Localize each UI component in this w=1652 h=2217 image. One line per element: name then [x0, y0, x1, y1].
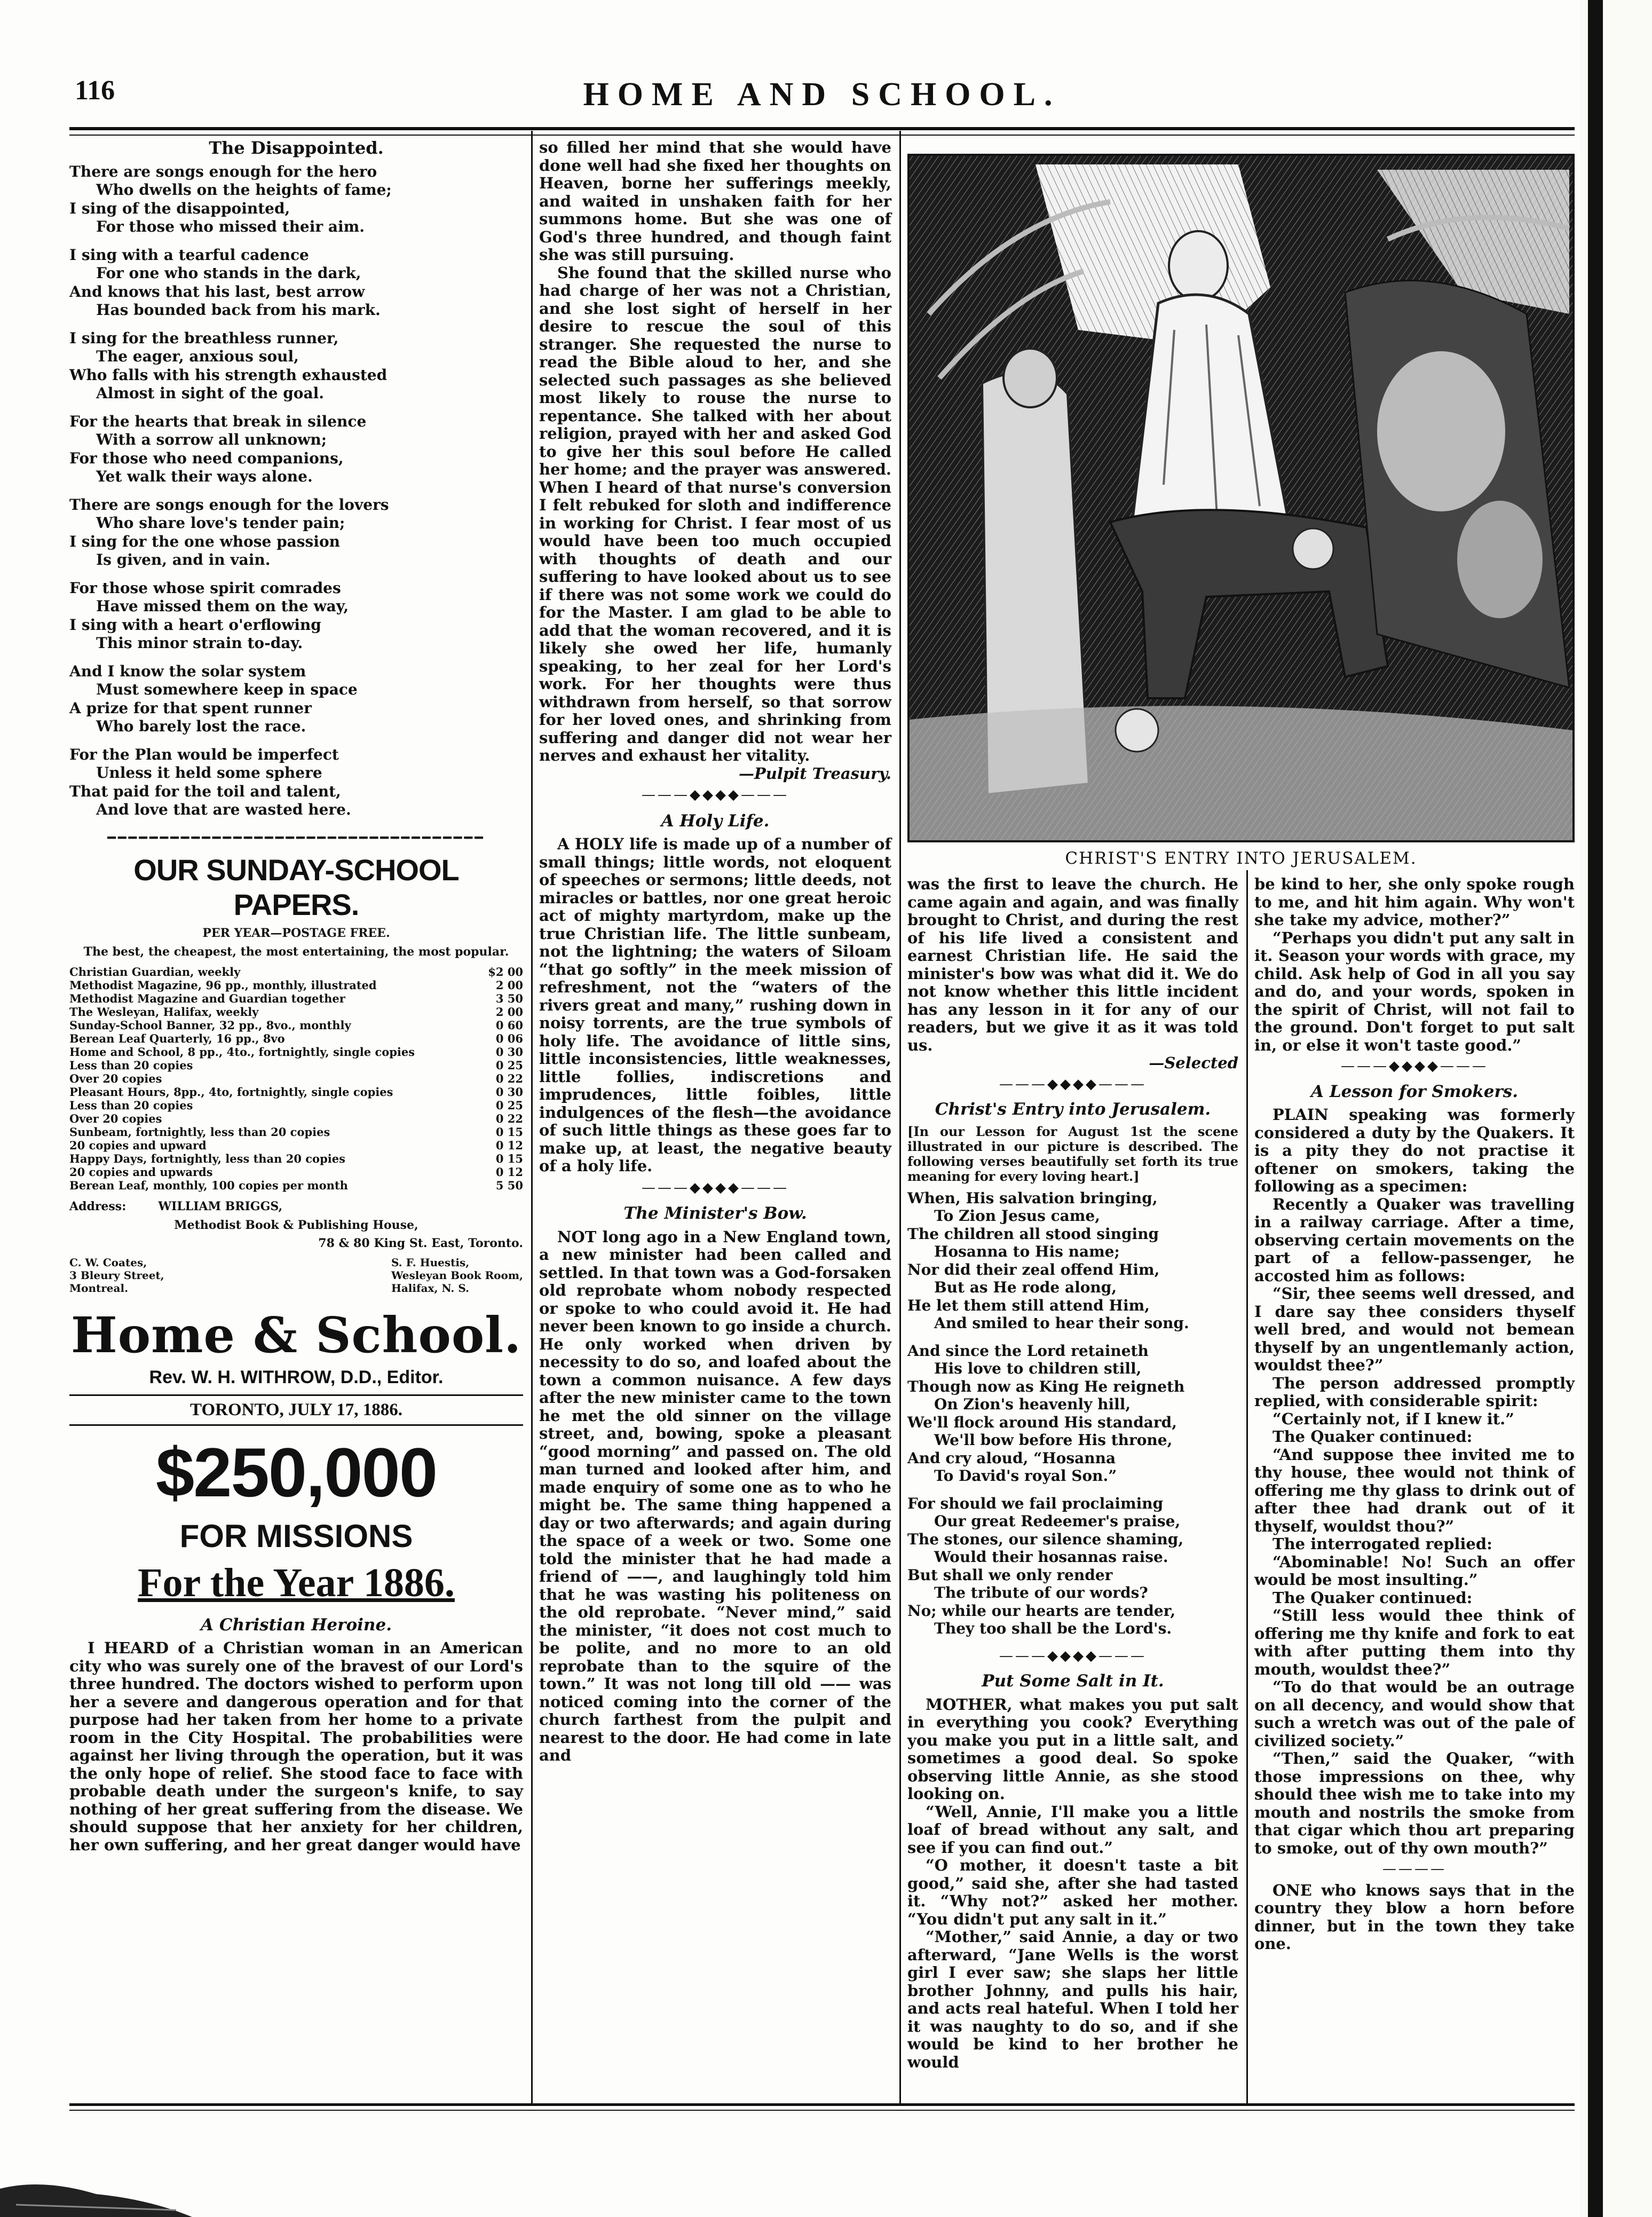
- heroine-text: I HEARD of a Christian woman in an American city who was surely one of the bravest of our Lord's three hundred. The doctors wished to perform upon her a severe and dangerous operation and for that purpose had her taken from her home to a private room in the City Hospital. The probabilities were against her living through the operation, but it was the only hope of relief. She stood face to face with probable death under the surgeon's knife, to say nothing of her great suffering from the disease. We should suppose that her anxiety for her children, her own suffering, and her great danger would have: [69, 1639, 523, 1854]
- price-item: 20 copies and upwards: [69, 1165, 213, 1179]
- price-item: Methodist Magazine, 96 pp., monthly, illustrated: [69, 979, 377, 992]
- heroine-text-block: [69, 1639, 523, 1854]
- poem-line: To Zion Jesus came,: [934, 1207, 1100, 1225]
- ornament-divider: ———◆◆◆◆———: [642, 787, 789, 803]
- poem-line: Has bounded back from his mark.: [96, 301, 381, 319]
- poem-line: I sing with a heart o'erflowing: [69, 616, 321, 634]
- price-row: [69, 1059, 523, 1072]
- poem-title: The Disappointed.: [209, 138, 384, 158]
- price-row: [69, 965, 523, 979]
- poem-line: They too shall be the Lord's.: [934, 1620, 1172, 1637]
- price-item: Christian Guardian, weekly: [69, 965, 241, 979]
- price-value: 0 12: [495, 1139, 523, 1152]
- ornament-divider: ———◆◆◆◆———: [642, 1179, 789, 1196]
- bottom-rule-thin: [69, 2110, 1575, 2111]
- price-value: 2 00: [495, 1005, 523, 1019]
- address-block: [69, 1197, 523, 1216]
- poem-line: I sing for the breathless runner,: [69, 329, 339, 347]
- salt-p2: “Well, Annie, I'll make you a little loaf of bread without any salt, and see if you can find out.”: [907, 1802, 1238, 1857]
- poem-line: The stones, our silence shaming,: [907, 1530, 1184, 1548]
- poem-line: But shall we only render: [907, 1566, 1113, 1584]
- price-row: [69, 1139, 523, 1152]
- smokers-paragraph: “Sir, thee seems well dressed, and I dare say thee considers thyself well bred, and would not bemean thyself by an ungentlemanly action, wouldst thee?”: [1254, 1284, 1575, 1374]
- heroine-p2: She found that the skilled nurse who had charge of her was not a Christian, and she lost sight of herself in her desire to rescue the soul of this stranger. She requested the nurse to read the Bible aloud to her, and she selected such passages as she believed most likely to rouse the nurse to repentance. She talked with her about religion, prayed with her and asked God to give her this soul before He called her home; and the prayer was answered. When I heard of that nurse's conversion I felt rebuked for sloth and indifference in working for Christ. I fear most of us would have been too much occupied with thoughts of death and our suffering to have looked about us to see if there was not some work we could do for the Master. I am glad to be able to add that the woman recovered, and it is likely she owed her life, humanly speaking, to her zeal for her Lord's work. For her thoughts were thus withdrawn from herself, so that sorrow for her loved ones, and shrinking from suffering and danger did not wear her nerves and exhaust her vitality.: [539, 263, 891, 764]
- poem-line: There are songs enough for the lovers: [69, 495, 389, 514]
- price-row: [69, 1072, 523, 1085]
- salt-p3: “O mother, it doesn't taste a bit good,” said she, after she had tasted it. “Why not?” asked her mother. “You didn't put any salt in it.”: [907, 1856, 1238, 1928]
- dateline: TORONTO, JULY 17, 1886.: [69, 1394, 523, 1426]
- poem-line: Would their hosannas raise.: [934, 1548, 1168, 1566]
- poem-line: We'll flock around His standard,: [907, 1413, 1177, 1431]
- poem-stanza: [69, 163, 523, 236]
- smokers-paragraph: The Quaker continued:: [1272, 1588, 1473, 1607]
- column-rule-2: [899, 131, 901, 2103]
- smokers-block: [1254, 1106, 1575, 1857]
- papers-tagline: The best, the cheapest, the most entertaining, the most popular.: [83, 944, 509, 959]
- bottom-rule: [69, 2103, 1575, 2106]
- price-item: Sunday-School Banner, 32 pp., 8vo., monthly: [69, 1019, 351, 1032]
- price-value: 3 50: [495, 992, 523, 1005]
- poem-stanza: [69, 662, 523, 736]
- publisher: WILLIAM BRIGGS,: [158, 1200, 283, 1213]
- poem-line: A prize for that spent runner: [69, 699, 312, 717]
- poem-stanza: [907, 1342, 1238, 1485]
- salt-p4: “Mother,” said Annie, a day or two afterward, “Jane Wells is the worst girl I ever saw; she slaps her little brother Johnny, and pulls his hair, and acts real hateful. When I told her it was naughty to do so, and if she would be kind to her brother he would: [907, 1928, 1238, 2071]
- poem-stanza: [69, 496, 523, 570]
- ornament-divider: ———◆◆◆◆———: [1341, 1058, 1488, 1074]
- price-row: [69, 992, 523, 1005]
- poem-line: Yet walk their ways alone.: [96, 468, 313, 485]
- christ-entry-engraving: [907, 154, 1575, 842]
- poem-line: I sing of the disappointed,: [69, 199, 290, 217]
- poem-line: Hosanna to His name;: [934, 1243, 1120, 1260]
- smokers-paragraph: The person addressed promptly replied, with considerable spirit:: [1254, 1374, 1575, 1410]
- poem-line: I sing with a tearful cadence: [69, 246, 309, 264]
- poem-line: Unless it held some sphere: [96, 764, 322, 782]
- salt-title: Put Some Salt in It.: [982, 1671, 1164, 1691]
- price-list: [69, 965, 523, 1192]
- publisher-line2: Methodist Book & Publishing House,: [174, 1218, 418, 1232]
- salt-continued-block: [1254, 875, 1575, 1054]
- poem-line: To David's royal Son.”: [934, 1467, 1117, 1485]
- poem-line: Who barely lost the race.: [96, 717, 306, 735]
- minister-bow-block: [539, 1228, 891, 1765]
- top-rule-thin: [69, 135, 1575, 136]
- column-rule-1: [531, 131, 533, 2103]
- poem-line: For should we fail proclaiming: [907, 1494, 1164, 1512]
- poem-line: For those who need companions,: [69, 449, 344, 467]
- price-row: [69, 1085, 523, 1099]
- horn-text: ONE who knows says that in the country they blow a horn before dinner, but in the town they take one.: [1254, 1881, 1575, 1953]
- horn-block: [1254, 1882, 1575, 1953]
- price-item: The Wesleyan, Halifax, weekly: [69, 1005, 259, 1019]
- poem-line: For one who stands in the dark,: [96, 264, 361, 282]
- price-row: [69, 1112, 523, 1125]
- entry-poem-note: [In our Lesson for August 1st the scene illustrated in our picture is described. The following verses beautifully set forth its true meaning for every loving heart.]: [907, 1123, 1238, 1184]
- poem-line: The children all stood singing: [907, 1225, 1159, 1243]
- missions-amount: $250,000: [155, 1433, 437, 1511]
- poem-line: When, His salvation bringing,: [907, 1189, 1158, 1207]
- salt-text: MOTHER, what makes you put salt in everything you cook? Everything you make you put in a little salt, and sometimes a good deal. So spoke observing little Annie, as she stood looking on.: [907, 1695, 1238, 1803]
- column-rule-3: [1246, 870, 1248, 2103]
- holy-life-block: [539, 835, 891, 1175]
- price-value: 0 12: [495, 1165, 523, 1179]
- heroine-continued: so filled her mind that she would have done well had she fixed her thoughts on Heaven, borne her sufferings meekly, and waited in unshaken faith for her summons home. But she was one of God's three hundred, and though faint she was still pursuing.: [539, 138, 891, 264]
- poem-stanza: [69, 579, 523, 653]
- poem-line: No; while our hearts are tender,: [907, 1601, 1176, 1620]
- column-4: [1254, 875, 1575, 1953]
- ornament-divider: ———◆◆◆◆———: [999, 1076, 1147, 1092]
- salt-continued: be kind to her, she only spoke rough to me, and hit him again. Why won't she take my advice, mother?”: [1254, 875, 1575, 929]
- heroine-credit: —Pulpit Treasury.: [739, 764, 891, 783]
- price-item: Berean Leaf, monthly, 100 copies per month: [69, 1179, 348, 1192]
- price-row: [69, 1005, 523, 1019]
- smokers-paragraph: “Then,” said the Quaker, “with those impressions on thee, why should thee wish me to take into my mouth and nostrils the smoke from that cigar which thou art preparing to smoke, out of thy own mouth?”: [1254, 1749, 1575, 1857]
- poem-line: Our great Redeemer's praise,: [934, 1512, 1181, 1530]
- missions-year: For the Year 1886.: [138, 1560, 455, 1605]
- poem-line: Almost in sight of the goal.: [96, 384, 324, 402]
- poem-line: We'll bow before His throne,: [934, 1431, 1173, 1449]
- poem-line: And since the Lord retaineth: [907, 1342, 1149, 1360]
- nameplate-title: Home & School.: [70, 1306, 522, 1364]
- poem-stanza: [69, 246, 523, 320]
- price-value: 0 06: [495, 1032, 523, 1045]
- poem-disappointed: [69, 163, 523, 819]
- corner-smudge: [0, 2167, 192, 2217]
- price-value: 0 30: [495, 1085, 523, 1099]
- heroine-title: A Christian Heroine.: [201, 1615, 392, 1635]
- entry-poem-title: Christ's Entry into Jerusalem.: [935, 1100, 1211, 1119]
- papers-title: OUR SUNDAY-SCHOOL PAPERS.: [133, 853, 459, 921]
- poem-line: For those whose spirit comrades: [69, 579, 341, 597]
- minister-bow-credit: —Selected: [1149, 1054, 1238, 1072]
- price-value: 0 60: [495, 1019, 523, 1032]
- poem-stanza: [69, 413, 523, 486]
- entry-poem: [907, 1189, 1238, 1638]
- agent-left-3: Montreal.: [69, 1281, 129, 1295]
- poem-line: But as He rode along,: [934, 1279, 1117, 1296]
- address-label: Address:: [69, 1200, 127, 1213]
- salt-p5: “Perhaps you didn't put any salt in it. Season your words with grace, my child. Ask help of God in all you say and do, and your words, spoken in the spirit of Christ, will not fail to the ground. Don't forget to put salt in, or else it won't taste good.”: [1254, 928, 1575, 1054]
- masthead: HOME AND SCHOOL.: [583, 76, 1061, 113]
- smokers-paragraph: PLAIN speaking was formerly considered a duty by the Quakers. It is a pity they do not practise it oftener on smokers, taking the following as a specimen:: [1254, 1106, 1575, 1195]
- poem-line: For the Plan would be imperfect: [69, 745, 339, 763]
- poem-line: Who dwells on the heights of fame;: [96, 181, 392, 199]
- price-item: Methodist Magazine and Guardian together: [69, 992, 345, 1005]
- poem-line: Though now as King He reigneth: [907, 1377, 1185, 1395]
- price-item: Less than 20 copies: [69, 1059, 193, 1072]
- smokers-paragraph: “Abominable! No! Such an offer would be most insulting.”: [1254, 1552, 1575, 1589]
- poem-line: For those who missed their aim.: [96, 218, 365, 235]
- price-row: [69, 1032, 523, 1045]
- editor-line: Rev. W. H. WITHROW, D.D., Editor.: [149, 1367, 444, 1387]
- poem-line: With a sorrow all unknown;: [96, 431, 327, 448]
- price-row: [69, 1179, 523, 1192]
- price-value: 0 25: [495, 1059, 523, 1072]
- price-value: 0 22: [495, 1112, 523, 1125]
- divider: ━━━━━━━━━━━━━━━━━━━━━━━━━━━━━━━━━━━━: [107, 830, 485, 846]
- missions-label: FOR MISSIONS: [179, 1518, 413, 1554]
- price-item: Over 20 copies: [69, 1112, 162, 1125]
- minister-bow-title: The Minister's Bow.: [623, 1204, 807, 1223]
- poem-line: And knows that his last, best arrow: [69, 282, 365, 301]
- poem-line: Is given, and in vain.: [96, 551, 271, 569]
- poem-line: I sing for the one whose passion: [69, 532, 340, 550]
- holy-life-title: A Holy Life.: [661, 811, 770, 831]
- smokers-paragraph: “Still less would thee think of offering me thy knife and fork to eat with after putting them into thy mouth, wouldst thee?”: [1254, 1606, 1575, 1678]
- poem-line: The eager, anxious soul,: [96, 348, 299, 365]
- newspaper-page: [69, 64, 1575, 2173]
- agent-left-2: 3 Bleury Street,: [69, 1268, 164, 1282]
- poem-line: Have missed them on the way,: [96, 597, 349, 615]
- smokers-paragraph: The Quaker continued:: [1272, 1427, 1473, 1446]
- agent-left: C. W. Coates,: [69, 1256, 147, 1269]
- column-1: [69, 139, 523, 1854]
- column-2: [539, 139, 891, 1765]
- smokers-paragraph: “Certainly not, if I knew it.”: [1272, 1409, 1514, 1428]
- price-row: [69, 1165, 523, 1179]
- binding-shadow: [1588, 0, 1603, 2217]
- price-value: 0 15: [495, 1125, 523, 1139]
- poem-line: Who falls with his strength exhausted: [69, 366, 388, 384]
- poem-line: He let them still attend Him,: [907, 1296, 1150, 1314]
- poem-stanza: [907, 1495, 1238, 1638]
- price-item: Sunbeam, fortnightly, less than 20 copies: [69, 1125, 330, 1139]
- illustration-caption: CHRIST'S ENTRY INTO JERUSALEM.: [1065, 849, 1417, 868]
- price-value: 0 15: [495, 1152, 523, 1165]
- price-item: Pleasant Hours, 8pp., 4to, fortnightly, single copies: [69, 1085, 393, 1099]
- poem-stanza: [69, 329, 523, 403]
- price-row: [69, 979, 523, 992]
- price-row: [69, 1125, 523, 1139]
- papers-subtitle: PER YEAR—POSTAGE FREE.: [202, 926, 390, 940]
- smokers-paragraph: Recently a Quaker was travelling in a railway carriage. After a time, observing certain movements on the part of a fellow-passenger, he accosted him as follows:: [1254, 1195, 1575, 1285]
- smokers-title: A Lesson for Smokers.: [1310, 1082, 1519, 1101]
- salt-block: [907, 1696, 1238, 2072]
- poem-line: Must somewhere keep in space: [96, 681, 358, 698]
- price-row: [69, 1099, 523, 1112]
- ornament-divider: ————: [1382, 1861, 1447, 1877]
- heroine-continued-block: [539, 139, 891, 783]
- smokers-paragraph: The interrogated replied:: [1272, 1535, 1492, 1553]
- poem-line: And cry aloud, “Hosanna: [907, 1449, 1116, 1467]
- poem-stanza: [907, 1189, 1238, 1332]
- poem-line: And love that are wasted here.: [96, 801, 351, 818]
- poem-line: His love to children still,: [934, 1360, 1142, 1377]
- price-row: [69, 1152, 523, 1165]
- agent-right-2: Wesleyan Book Room,: [391, 1268, 523, 1282]
- minister-bow-continued: was the first to leave the church. He came again and again, and was finally brought to Christ, and during the rest of his life lived a consistent and earnest Christian life. He said the minister's bow was what did it. We do not know whether this little incident has any lesson in it for any of our readers, but we give it as it was told us.: [907, 875, 1238, 1054]
- poem-line: The tribute of our words?: [934, 1584, 1148, 1601]
- price-item: Berean Leaf Quarterly, 16 pp., 8vo: [69, 1032, 285, 1045]
- smokers-paragraph: “And suppose thee invited me to thy house, thee would not think of offering me thy glass to drink out of after thee had drank out of it thyself, wouldst thou?”: [1254, 1445, 1575, 1535]
- agent-right: S. F. Huestis,: [391, 1256, 470, 1269]
- publisher-line3: 78 & 80 King St. East, Toronto.: [318, 1236, 523, 1250]
- poem-line: There are songs enough for the hero: [69, 162, 377, 180]
- price-value: 0 22: [495, 1072, 523, 1085]
- smokers-paragraph: “To do that would be an outrage on all decency, and would show that such a wretch was out of the pale of civilized society.”: [1254, 1678, 1575, 1750]
- price-item: Happy Days, fortnightly, less than 20 copies: [69, 1152, 345, 1165]
- column-3: [907, 875, 1238, 2071]
- minister-bow-continued-block: [907, 875, 1238, 1072]
- price-item: Home and School, 8 pp., 4to., fortnightly, single copies: [69, 1045, 415, 1059]
- poem-line: That paid for the toil and talent,: [69, 782, 341, 800]
- price-item: Over 20 copies: [69, 1072, 162, 1085]
- price-row: [69, 1019, 523, 1032]
- price-value: 5 50: [495, 1179, 523, 1192]
- poem-line: Nor did their zeal offend Him,: [907, 1260, 1160, 1279]
- price-value: 2 00: [495, 979, 523, 992]
- price-item: Less than 20 copies: [69, 1099, 193, 1112]
- poem-line: And I know the solar system: [69, 662, 306, 680]
- price-value: 0 30: [495, 1045, 523, 1059]
- poem-stanza: [69, 746, 523, 819]
- price-row: [69, 1045, 523, 1059]
- top-rule: [69, 127, 1575, 130]
- ornament-divider: ———◆◆◆◆———: [999, 1647, 1147, 1664]
- price-value: $2 00: [488, 965, 523, 979]
- poem-line: On Zion's heavenly hill,: [934, 1395, 1131, 1413]
- poem-line: This minor strain to-day.: [96, 634, 303, 652]
- poem-line: Who share love's tender pain;: [96, 514, 345, 532]
- agents: [69, 1256, 523, 1295]
- price-item: 20 copies and upward: [69, 1139, 207, 1152]
- minister-bow-text: NOT long ago in a New England town, a new minister had been called and settled. In that town was a God-forsaken old reprobate whom nobody respected or spoke to who could avoid it. He had never been known to go inside a church. He only worked when driven by necessity to do so, and loafed about the town a common nuisance. A few days after the new minister came to the town he met the old sinner on the village street, and, bowing, spoke a pleasant “good morning” and passed on. The old man turned and looked after him, and made enquiry of some one as to who he might be. The same thing happened a day or two afterwards; and again during the space of a week or two. Some one told the minister that he had made a friend of ——, and laughingly told him that he was wasting his politeness on the old reprobate. “Never mind,” said the minister, “it does not cost much to be polite, and no more to an old reprobate than to the squire of the town.” It was not long till old —— was noticed coming into the corner of the church farthest from the pulpit and nearest to the door. He had come in late and: [539, 1227, 891, 1764]
- holy-life-text: A HOLY life is made up of a number of small things; little words, not eloquent of speeches or sermons; little deeds, not miracles or battles, nor one great heroic act of mighty martyrdom, make up the true Christian life. The little sunbeam, not the lightning; the waters of Siloam “that go softly” in the meek mission of refreshment, not the “waters of the rivers great and many,” rushing down in noisy torrents, are the true symbols of holy life. The avoidance of little sins, little inconsistencies, little weaknesses, little follies, indiscretions and imprudences, little foibles, little indulgences of the flesh—the avoidance of such little things as these goes far to make up, at least, the negative beauty of a holy life.: [539, 835, 891, 1175]
- agent-right-3: Halifax, N. S.: [391, 1281, 470, 1295]
- page-number: 116: [75, 75, 115, 106]
- poem-line: And smiled to hear their song.: [934, 1314, 1189, 1332]
- price-value: 0 25: [495, 1099, 523, 1112]
- poem-line: For the hearts that break in silence: [69, 412, 367, 430]
